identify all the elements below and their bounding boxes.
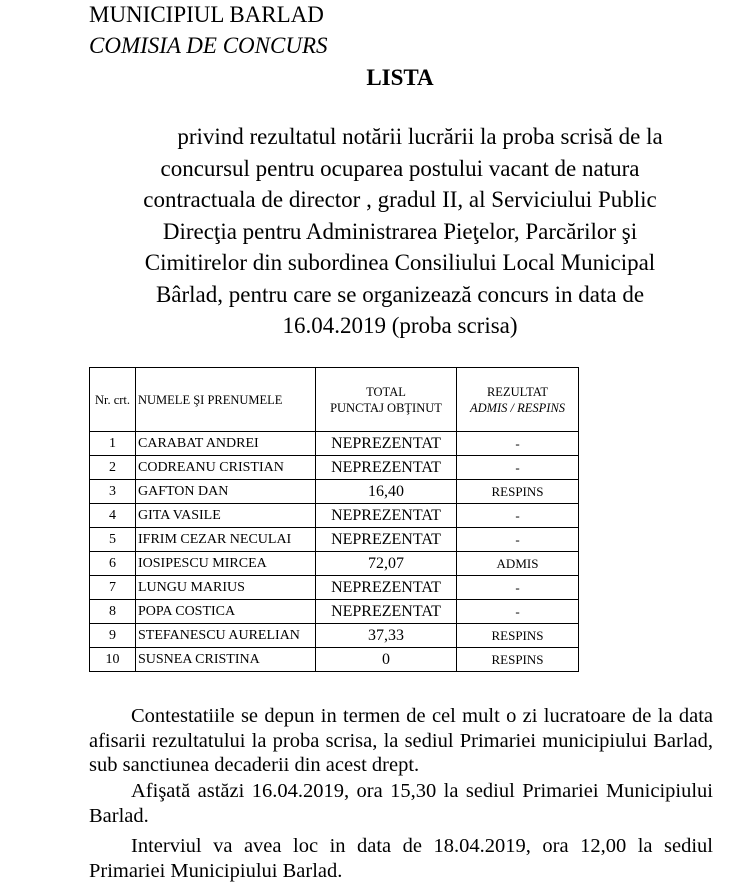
document-title: LISTA [366,65,434,90]
header-result-line2: ADMIS / RESPINS [469,400,566,415]
cell-nr: 7 [90,576,136,600]
header-name: NUMELE ŞI PRENUMELE [136,368,316,432]
table-row [90,624,579,648]
cell-result: RESPINS [457,648,579,672]
cell-points: NEPREZENTAT [316,576,457,600]
cell-nr: 6 [90,552,136,576]
cell-nr: 8 [90,600,136,624]
interview-text: Interviul va avea loc in data de 18.04.2019, ora 12,00 la sediul Primariei Municipiului Barlad. [89,835,713,882]
header-result-line1: REZULTAT [486,384,549,399]
interview-paragraph [89,834,713,883]
cell-points: NEPREZENTAT [316,456,457,480]
cell-points: 37,33 [316,624,457,648]
commission-name: COMISIA DE CONCURS [89,33,328,58]
cell-name: SUSNEA CRISTINA [136,648,316,672]
table-row [90,648,579,672]
cell-result: - [457,576,579,600]
table-row [90,456,579,480]
cell-nr: 9 [90,624,136,648]
header-total [316,368,457,432]
results-table [89,367,579,672]
cell-points: NEPREZENTAT [316,600,457,624]
cell-name: CARABAT ANDREI [136,432,316,456]
intro-line: privind rezultatul notării lucrării la proba scrisă de la [177,124,663,149]
intro-line: Bârlad, pentru care se organizează concurs in data de [155,281,645,307]
cell-result: - [457,456,579,480]
posted-paragraph [89,779,713,828]
intro-line: Direcţia pentru Administrarea Pieţelor, Parcărilor şi [162,218,638,244]
table-row [90,576,579,600]
contestation-paragraph [89,704,713,778]
cell-nr: 1 [90,432,136,456]
cell-result: - [457,504,579,528]
cell-name: STEFANESCU AURELIAN [136,624,316,648]
header-total-line1: TOTAL [366,384,406,399]
cell-result: RESPINS [457,480,579,504]
header-result [457,368,579,432]
cell-points: NEPREZENTAT [316,528,457,552]
cell-name: CODREANU CRISTIAN [136,456,316,480]
intro-line: 16.04.2019 (proba scrisa) [282,313,518,338]
cell-points: 72,07 [316,552,457,576]
posted-text: Afişată astăzi 16.04.2019, ora 15,30 la sediul Primariei Municipiului Barlad. [89,780,713,827]
cell-points: NEPREZENTAT [316,504,457,528]
cell-points: NEPREZENTAT [316,432,457,456]
cell-points: 16,40 [316,480,457,504]
cell-result: - [457,432,579,456]
cell-nr: 5 [90,528,136,552]
cell-result: - [457,600,579,624]
cell-result: ADMIS [457,552,579,576]
table-row [90,480,579,504]
cell-name: GAFTON DAN [136,480,316,504]
cell-points: 0 [316,648,457,672]
table-header-row [90,368,579,432]
header-nr: Nr. crt. [90,368,136,432]
intro-line: concursul pentru ocuparea postului vacant de natura [160,155,640,181]
header-total-line2: PUNCTAJ OBŢINUT [330,400,442,415]
institution-name: MUNICIPIUL BARLAD [89,2,324,27]
table-row [90,432,579,456]
cell-name: GITA VASILE [136,504,316,528]
cell-result: - [457,528,579,552]
cell-name: IFRIM CEZAR NECULAI [136,528,316,552]
intro-line: Cimitirelor din subordinea Consiliului Local Municipal [144,250,656,275]
cell-nr: 2 [90,456,136,480]
table-row [90,528,579,552]
intro-line: contractuala de director , gradul II, al Serviciului Public [143,187,657,212]
cell-nr: 4 [90,504,136,528]
cell-nr: 3 [90,480,136,504]
cell-name: LUNGU MARIUS [136,576,316,600]
table-row [90,552,579,576]
cell-name: IOSIPESCU MIRCEA [136,552,316,576]
contestation-text: Contestatiile se depun in termen de cel mult o zi lucratoare de la data afisarii rezultatului la proba scrisa, la sediul Primariei municipiului Barlad, sub sanctiunea decaderii din acest drept. [89,705,713,776]
table-row [90,600,579,624]
cell-result: RESPINS [457,624,579,648]
cell-name: POPA COSTICA [136,600,316,624]
table-row [90,504,579,528]
intro-paragraph [92,121,708,342]
cell-nr: 10 [90,648,136,672]
